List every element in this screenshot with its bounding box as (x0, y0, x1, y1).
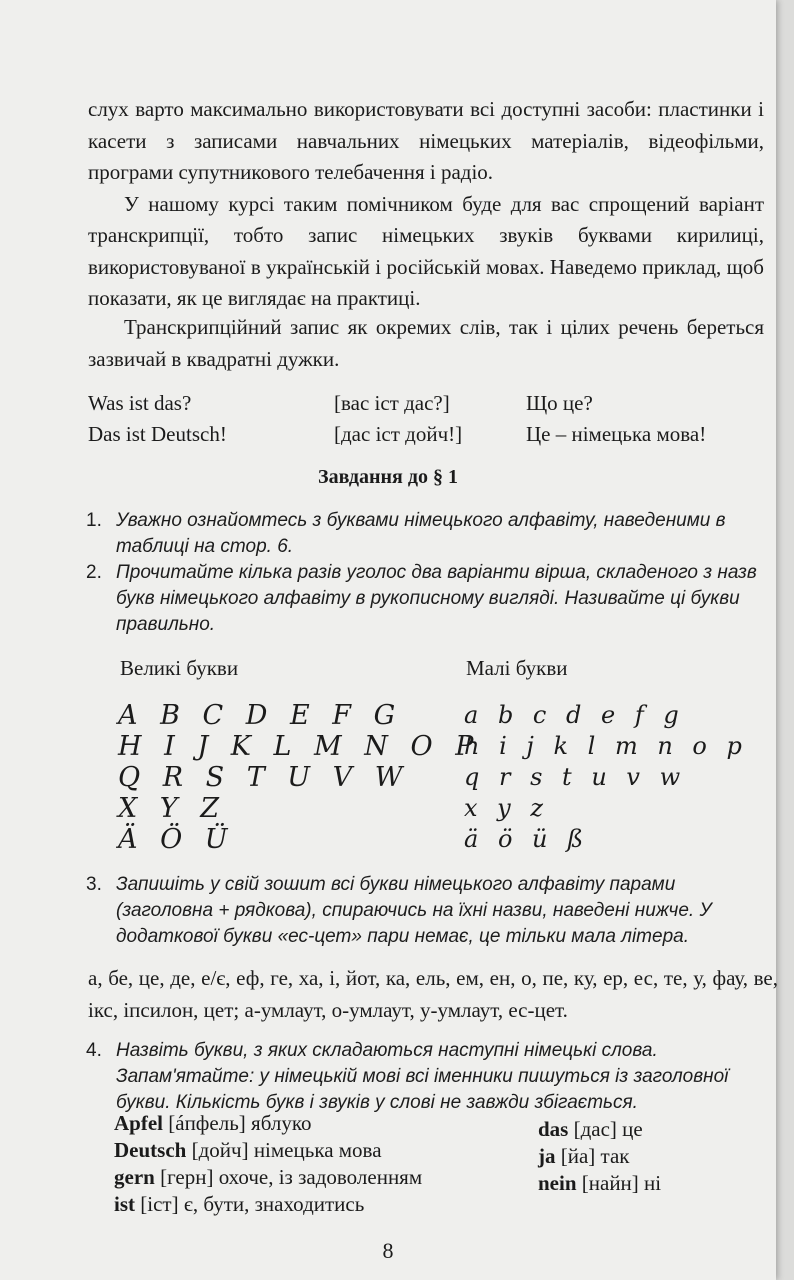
vocab-meaning: [йа] так (555, 1144, 630, 1168)
capital-row: A B C D E F G (118, 700, 403, 731)
vocab-item (114, 1137, 422, 1164)
lowercase-row: x y z (464, 794, 549, 822)
capital-row: X Y Z (118, 793, 226, 824)
task-1 (86, 508, 772, 560)
vocab-word: das (538, 1117, 569, 1141)
example-row (88, 419, 768, 450)
lowercase-row: h i j k l m n o p (464, 732, 748, 760)
example-translation: Це – німецька мова! (526, 422, 707, 446)
capital-row: Ä Ö Ü (118, 824, 235, 855)
example-translation: Що це? (526, 391, 593, 415)
transcription-text (88, 312, 764, 375)
capital-row: H I J K L M N O P (118, 731, 481, 762)
example-transcription: [вас іст дас?] (334, 391, 450, 415)
vocab-item (538, 1170, 661, 1197)
vocab-item (114, 1191, 422, 1218)
lowercase-letters-handwritten (464, 700, 748, 855)
task-4 (86, 1038, 772, 1116)
task-number: 1. (86, 510, 102, 531)
example-german: Was ist das? (88, 391, 192, 415)
capital-row: Q R S T U V W (118, 762, 410, 793)
vocab-word: ist (114, 1192, 135, 1216)
page-number: 8 (382, 1238, 394, 1263)
lowercase-letters-heading: Малі букви (466, 656, 568, 680)
example-transcription: [дас іст дойч!] (334, 422, 463, 446)
vocab-word: Deutsch (114, 1138, 187, 1162)
vocab-meaning: [найн] ні (576, 1171, 662, 1195)
letter-names: а, бе, це, де, е/є, еф, ге, ха, і, йот, ка, ель, ем, ен, о, пе, ку, ер, ес, те, у, фау, ве, ікс, іпсилон, цет; а-умлаут, о-умлаут, у-умлаут, ес-цет. (88, 966, 778, 1022)
task-number: 3. (86, 874, 102, 895)
vocab-word: Apfel (114, 1111, 163, 1135)
capital-letters-heading: Великі букви (120, 656, 239, 680)
vocabulary-right (538, 1116, 661, 1197)
paragraph-3: Транскрипційний запис як окремих слів, так і цілих речень береться зазвичай в квадратні дужки. (88, 315, 764, 371)
vocab-meaning: [іст] є, бути, знаходитись (135, 1192, 365, 1216)
task-text: Назвіть букви, з яких складаються наступні німецькі слова. Запам'ятайте: у німецькій мові всі іменники пишуться із заголовної букви. Кількість букв і звуків у слові не завжди збігається. (116, 1040, 729, 1113)
paragraph-1: слух варто максимально використовувати всі доступні засоби: пластинки і касети з записами навчальних німецьких матеріалів, відеофільми, програми супутникового телебачення і радіо. (88, 97, 764, 184)
task-3 (86, 872, 768, 950)
vocab-meaning: [дас] це (568, 1117, 643, 1141)
vocab-item (538, 1116, 661, 1143)
task-number: 2. (86, 562, 102, 583)
example-german: Das ist Deutsch! (88, 422, 227, 446)
task-number: 4. (86, 1040, 102, 1061)
task-text: Уважно ознайомтесь з буквами німецького алфавіту, наведеними в таблиці на стор. 6. (116, 510, 726, 557)
vocab-word: ja (538, 1144, 556, 1168)
vocab-word: gern (114, 1165, 155, 1189)
vocab-item (538, 1143, 661, 1170)
vocab-item (114, 1110, 422, 1137)
section-heading: Завдання до § 1 (318, 466, 458, 488)
vocab-word: nein (538, 1171, 577, 1195)
example-row (88, 388, 768, 419)
task-text: Прочитайте кілька разів уголос два варіанти вірша, складеного з назв букв німецького алфавіту в рукописному вигляді. Називайте ці букви правильно. (116, 562, 757, 635)
paragraph-2: У нашому курсі таким помічником буде для вас спрощений варіант транскрипції, тобто запис німецьких звуків буквами кирилиці, використовуваної в українській і російській мовах. Наведемо приклад, щоб показати, як це виглядає на практиці. (88, 191, 764, 310)
intro-text (88, 94, 764, 315)
capital-letters-handwritten (118, 700, 480, 855)
vocab-meaning: [дойч] німецька мова (186, 1138, 382, 1162)
vocab-item (114, 1164, 422, 1191)
vocab-meaning: [герн] охоче, із задоволенням (154, 1165, 423, 1189)
vocab-meaning: [áпфель] яблуко (163, 1111, 312, 1135)
example-table (88, 388, 768, 450)
task-2 (86, 560, 772, 638)
lowercase-row: a b c d e f g (464, 701, 685, 729)
lowercase-row: ä ö ü ß (464, 825, 590, 853)
lowercase-row: q r s t u v w (464, 763, 687, 791)
task-text: Запишіть у свій зошит всі букви німецького алфавіту парами (заголовна + рядкова), спираючись на їхні назви, наведені нижче. У додаткової букви «ес-цет» пари немає, це тільки мала літера. (116, 874, 712, 947)
vocabulary-left (114, 1110, 422, 1218)
